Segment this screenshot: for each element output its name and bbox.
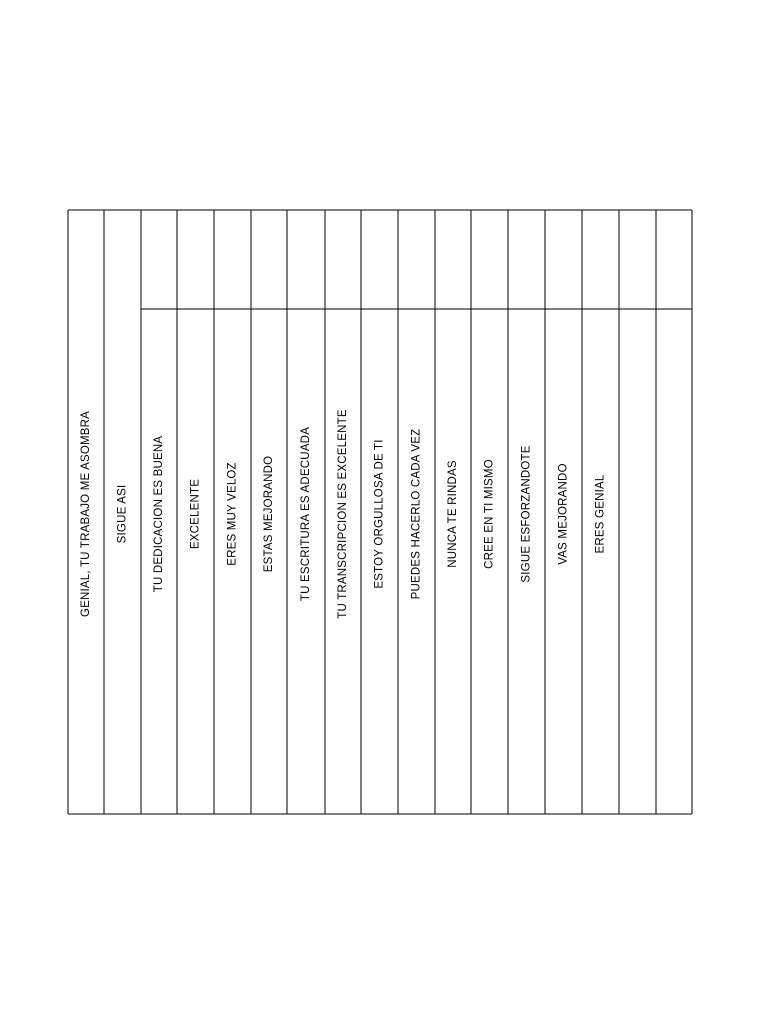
phrase-cell-text: TU DEDICACION ES BUENA	[153, 435, 165, 593]
phrase-cell-text: ERES GENIAL	[594, 474, 607, 554]
phrase-cell-text: ESTAS MEJORANDO	[263, 455, 275, 573]
phrase-cell-text: ERES MUY VELOZ	[226, 462, 239, 566]
phrase-cell-text: SIGUE ESFORZANDOTE	[520, 445, 533, 583]
phrase-cell-text: CREE EN TI MISMO	[483, 459, 496, 569]
phrase-cell-text: GENIAL, TU TRABAJO ME ASOMBRA	[80, 410, 92, 618]
phrase-cell-text: TU TRANSCRIPCION ES EXCELENTE	[337, 409, 349, 619]
phrase-cell-text: NUNCA TE RINDAS	[447, 460, 459, 568]
phrase-cell-text: EXCELENTE	[189, 478, 202, 550]
phrase-cell-text: VAS MEJORANDO	[557, 463, 570, 565]
phrase-cell-text: SIGUE ASI	[116, 484, 129, 544]
phrase-cell-text: PUEDES HACERLO CADA VEZ	[410, 428, 423, 600]
table-labels	[80, 409, 607, 619]
phrase-cell-text: TU ESCRITURA ES ADECUADA	[300, 426, 312, 602]
phrase-cell-text: ESTOY ORGULLOSA DE TI	[373, 439, 386, 589]
